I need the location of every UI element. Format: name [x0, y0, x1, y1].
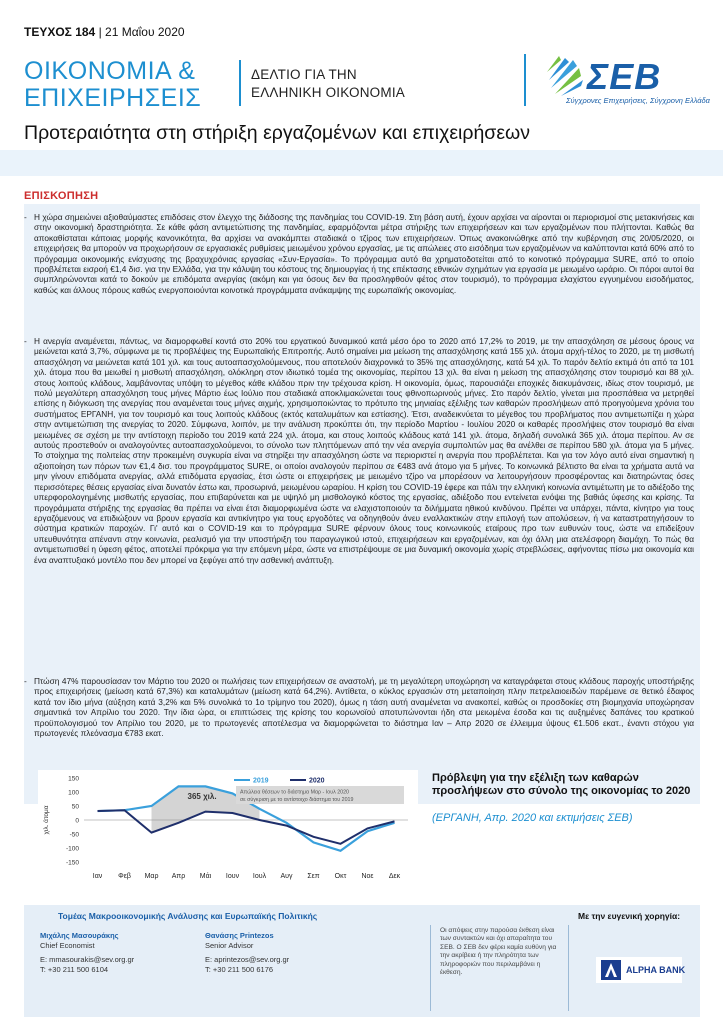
footer-divider-1 — [430, 925, 431, 1011]
legend-label-2019: 2019 — [253, 777, 269, 785]
x-tick-label: Φεβ — [118, 873, 131, 880]
contact-1-role: Chief Economist — [40, 941, 95, 950]
bulletin-line-2: ΕΛΛΗΝΙΚΗ ΟΙΚΟΝΟΜΙΑ — [251, 85, 405, 100]
y-tick-label: -50 — [69, 831, 79, 839]
contact-person-1 — [40, 931, 134, 975]
bullet-dash: - — [24, 212, 27, 222]
x-tick-label: Σεπ — [307, 873, 320, 880]
logo-text: ΣΕΒ — [587, 56, 662, 97]
logo-divider — [524, 54, 526, 106]
y-tick-label: 150 — [68, 775, 79, 783]
x-tick-label: Ιουλ — [252, 873, 267, 880]
contact-2-name: Θανάσης Printezos — [205, 931, 274, 940]
bullet-dash: - — [24, 676, 27, 686]
x-tick-label: Απρ — [171, 873, 186, 880]
bulletin-subtitle — [251, 66, 405, 102]
brand-title — [24, 58, 201, 112]
issue-info — [24, 25, 185, 39]
x-tick-label: Αυγ — [280, 873, 293, 880]
disclaimer: Οι απόψεις στην παρούσα έκθεση είναι των συντακτών και όχι απαραίτητα του ΣΕΒ. Ο ΣΕΒ δεν φέρει καμία ευθύνη για την ακρίβεια ή την πληρότητα των πληροφοριών που περιλαμβάνει η έκθεση. — [440, 927, 557, 977]
page-title: Προτεραιότητα στη στήριξη εργαζομένων και επιχειρήσεων — [24, 122, 531, 144]
issue-number: ΤΕΥΧΟΣ 184 — [24, 25, 96, 39]
contact-2-phone: T: +30 211 500 6176 — [205, 965, 274, 974]
paragraph-2 — [24, 336, 694, 565]
contact-2-role: Senior Advisor — [205, 941, 254, 950]
contact-1-email[interactable]: E: mmasourakis@sev.org.gr — [40, 955, 135, 964]
x-tick-label: Ιαν — [92, 873, 103, 880]
brand-line-1: ΟΙΚΟΝΟΜΙΑ & — [24, 57, 196, 85]
chart-source: (ΕΡΓΑΝΗ, Απρ. 2020 και εκτιμήσεις ΣΕΒ) — [432, 812, 633, 824]
title-band — [0, 150, 723, 176]
x-tick-label: Δεκ — [388, 873, 401, 880]
section-heading: ΕΠΙΣΚΟΠΗΣΗ — [24, 190, 99, 202]
paragraph-1-text: Η χώρα σημειώνει αξιοθαύμαστες επιδόσεις στον έλεγχο της διάδοσης της πανδημίας του COVID-19. Στη βάση αυτή, έχουν αρχίσει να αίρονται οι περιορισμοί στις μετακινήσεις και στην οικονομική δραστηριότητα. Σε κάθε φάση αντιμετώπισης της πανδημίας, εφαρμόζονται μέτρα στήριξης των επιχειρήσεων και των εργαζομένων που πλήττονται. Καθώς θα αποκαθίσταται κάποιας μορφής κανονικότητα, θα αρχίσει να ανακάμπτει σταδιακά ο τζίρος των επιχειρήσεων. Όπως ανακοινώθηκε από την κυβέρνηση στις 20/05/2020, οι επιχειρήσεις θα μπορούν να προχωρήσουν σε εργασιακές ρυθμίσεις μειωμένου χρόνου εργασίας, με τις απώλειες στο εισόδημα των εργαζομένων να καλύπτονται κατά 60% από το πρόγραμμα οικονομικής ενίσχυσης της βραχυχρόνιας εργασίας «Συν-Εργασία». Το πρόγραμμα αυτό θα χρηματοδοτείται από το κοινοτικό πρόγραμμα SURE, από το οποίο προβλέπεται εισροή €1,4 δισ. για την Ελλάδα, για την κάλυψη του κόστους της δημιουργίας ή της επέκτασης εθνικών σχημάτων για εργασία με μειωμένο ωράριο. Οι πόροι αυτοί θα συμπληρώνονται κατά το δοκούν με επιδόματα ανεργίας (ακόμη και για όσους δεν θα προσληφθούν φέτος στον τουρισμό), το πρόγραμμα ελαχίστου εγγυημένου εισοδήματος, καθώς και άλλους πόρους καθώς ενεργοποιούνται κοινοτικά προγράμματα ανάκαμψης της ευρωπαϊκής οικονομίας. — [34, 212, 694, 295]
bullet-dash: - — [24, 336, 27, 346]
paragraph-3 — [24, 676, 694, 739]
contact-2-email[interactable]: E: aprintezos@sev.org.gr — [205, 955, 290, 964]
logo-tagline: Σύγχρονες Επιχειρήσεις, Σύγχρονη Ελλάδα — [566, 96, 710, 105]
contact-1-phone: T: +30 211 500 6104 — [40, 965, 109, 974]
alpha-bank-icon — [600, 959, 622, 981]
footer-sponsor-label: Με την ευγενική χορηγία: — [578, 911, 681, 921]
y-axis-label: χιλ. άτομα — [43, 805, 50, 835]
sponsor-name: ALPHA BANK — [626, 965, 686, 975]
issue-date: | 21 Μαΐου 2020 — [98, 25, 185, 39]
x-tick-label: Μαρ — [144, 873, 159, 880]
y-tick-label: 0 — [75, 817, 79, 825]
annotation-text-line-2: σε σύγκριση με το αντίστοιχο διάστημα του 2019 — [240, 797, 354, 803]
footer-department: Τομέας Μακροοικονομικής Ανάλυσης και Ευρωπαϊκής Πολιτικής — [58, 911, 318, 921]
contact-1-name: Μιχάλης Μασουράκης — [40, 931, 119, 940]
bulletin-line-1: ΔΕΛΤΙΟ ΓΙΑ ΤΗΝ — [251, 67, 357, 82]
footer-divider-2 — [568, 925, 569, 1011]
brand-divider — [239, 60, 241, 106]
chart-title: Πρόβλεψη για την εξέλιξη των καθαρών προσλήψεων στο σύνολο της οικονομίας το 2020 — [432, 772, 691, 797]
hires-chart — [38, 770, 418, 885]
legend-label-2020: 2020 — [309, 777, 325, 785]
paragraph-1 — [24, 212, 694, 295]
y-tick-label: 100 — [68, 789, 79, 797]
paragraph-2-text: Η ανεργία αναμένεται, πάντως, να διαμορφωθεί κοντά στο 20% του εργατικού δυναμικού κατά μέσο όρο το 2020 από 17,2% το 2019, με την απασχόληση σε μέσους όρους να μειώνεται κατά 3,7%, σύμφωνα με τις προβλέψεις της Ευρωπαϊκής Επιτροπής. Αυτό σημαίνει μια μείωση της απασχόλησης κατά 155 χιλ. άτομα αρχή-τέλος το 2020, με τη μισθωτή απασχόληση να μειώνεται κατά 101 χιλ. και τους αυτοαπασχολούμενους, που αποτελούν διαχρονικά το 35% της απασχόλησης, κατά 54 χιλ. Το παρόν δελτίο εκτιμά ότι από τα 101 χιλ. άτομα που θα μειωθεί η μισθωτή απασχόληση, ολόκληρη στον ιδιωτικό τομέα της οικονομίας, περίπου 13 χιλ. θα είναι η μείωση της απασχόλησης στον τουρισμό και 88 χιλ. στους λοιπούς κλάδους, λαμβάνοντας υπόψη το μέγεθος κάθε κλάδου πριν την τρέχουσα κρίση. Η οικονομία, όμως, παρουσιάζει εποχικές διακυμάνσεις, ιδίως στον τουρισμό, με πολύ μεγαλύτερη απασχόληση τους μήνες Μάρτιο έως Ιούλιο που σταδιακά αποκλιμακώνεται τους φθινοπωρινούς μήνες. Στο παρόν δελτίο, γίνεται μια προσπάθεια να μετρηθεί επίσης η διόγκωση της ανεργίας που αναμένεται τους μήνες αιχμής, χρησιμοποιώντας το πρότυπο της μηνιαίας εξέλιξης των καθαρών προσλήψεων από προηγούμενα χρόνια του συστήματος ΕΡΓΑΝΗ, για τον τουρισμό και τους λοιπούς κλάδους (εκτός καταλυμάτων και εστίασης). Έτσι, αναδεικνύεται το μέγεθος του προβλήματος που αντιμετωπίζει η χώρα στην αντιμετώπιση της ανεργίας το 2020. Σύμφωνα, λοιπόν, με την ανάλυση προκύπτει ότι, την περίοδο Μαρτίου - Ιουλίου 2020 οι καθαρές προσλήψεις στον τουρισμό θα είναι μειωμένες σε σχέση με την αντίστοιχη περίοδο του 2019 κατά 224 χιλ. άτομα, και στους λοιπούς κλάδους κατά 141 χιλ. άτομα, δηλαδή συνολικά 365 χιλ. άτομα περίπου. Αν σε αυτούς προστεθούν οι αναλογούντες αυτοαπασχολούμενοι, το σύνολο των πληττόμενων από την νέα ανεργία συμπολιτών μας θα ανέλθει σε περίπου 580 χιλ. άτομα για 5 μήνες. Το στοίχημα της πολιτείας στην προκειμένη συγκυρία είναι να στηρίξει την απασχόληση ώστε να περιοριστεί η ανεργία που προβλέπεται. Και για τον λόγο αυτό είναι σημαντική η αξιοποίηση των πόρων των €1,4 δισ. του προγράμματος SURE, οι οποίοι αναλογούν περίπου σε €483 ανά άτομο για 5 μήνες. Το κοινωνικά βέλτιστο θα είναι τα χρήματα αυτά να μην γίνουν επιδόματα ανεργίας, αλλά επιδόματα εργασίας, έτσι ώστε οι επιχειρήσεις με μειωμένο τζίρο να μπορέσουν να λειτουργήσουν προσφέροντας και διατηρώντας όσες περισσότερες θέσεις εργασίας είναι δυνατόν έστω και, προσωρινά, μειωμένου ωραρίου. Η κρίση του COVID-19 έφερε και πάλι την ελληνική κοινωνία αντιμέτωπη με το αδιέξοδο της υπερφορολογημένης μισθωτής εργασίας, που επιβαρύνεται και με υψηλό μη μισθολογικό κόστος της εργασίας, αδιέξοδο που εντείνεται ενόψει της βαθιάς ύφεσης και κρίσης. Τα προγράμματα στήριξης της εργασίας θα πρέπει να είναι έτσι διαμορφωμένα ώστε να ελαχιστοποιούν τα διλήμματα ηθικού κινδύνου. Πρέπει να υπάρχει, πάντα, κίνητρο για τους εργαζόμενους να επιδιώξουν να βρουν εργασία και αντικίνητρο για τους εργοδότες να οδηγηθούν άνευ εναλλακτικών στην επιλογή των απολύσεων, ή να καταστρατηγήσουν το σύστημα κρατικών παροχών. Γι' αυτό και ο COVID-19 και το πρόγραμμα SURE φέρνουν όλους τους κοινωνικούς εταίρους προ των ευθυνών τους, ώστε να επιδείξουν υπευθυνότητα απέναντι στην κοινωνία, ρεαλισμό για την υποστήριξη του παραγωγικού ιστού, επιχειρήσεων και εργαζομένων, και όχι άλλη μια ατελέσφορη διαμάχη. Το πώς θα αντιμετωπισθεί η ύφεση φέτος, αποτελεί πρόκριμα για την επόμενη μέρα, ώστε να επιστρέψουμε σε μια δυναμική οικονομία χωρίς στρεβλώσεις, αφήνοντας πίσω μια οικονομία και ένα αναπτυξιακό μοντέλο που δεν μπορεί να ξεφύγει από την ασθενική ανάπτυξη. — [34, 336, 694, 565]
y-tick-label: -100 — [65, 845, 79, 853]
x-tick-label: Μάι — [199, 873, 212, 880]
contact-person-2 — [205, 931, 289, 975]
annotation-text-line-1: Απώλεια θέσεων το διάστημα Μαρ - Ιουλ 2020 — [240, 789, 349, 796]
brand-line-2: ΕΠΙΧΕΙΡΗΣΕΙΣ — [24, 84, 202, 112]
paragraph-3-text: Πτώση 47% παρουσίασαν τον Μάρτιο του 2020 οι πωλήσεις των επιχειρήσεων σε αναστολή, με τη μεγαλύτερη υποχώρηση να καταγράφεται στους κλάδους παροχής υποστήριξης προς επιχειρήσεις (μείωση κατά 67,3%) και καταλυμάτων (μείωση κατά 64,2%). Αντίθετα, ο κύκλος εργασιών στη μεταποίηση πλην πετρελαιοειδών παρέμεινε σε θετικό έδαφος κατά τον ίδιο μήνα (αύξηση κατά 3,2% και 5% συνολικά το 1ο τρίμηνο του 2020), όμως η τάση αυτή αναμένεται να ανακοπεί, καθώς οι προσδοκίες στη βιομηχανία υποχώρησαν σημαντικά τον Απρίλιο του 2020. Την ίδια ώρα, οι επιπτώσεις της κρίσης του κορωνοϊού αποτυπώνονται ήδη στα μειωμένα έσοδα και τις αυξημένες δαπάνες του κρατικού προϋπολογισμού τον Απρίλιο του 2020, με το πρωτογενές αποτέλεσμα να διαμορφώνεται το διάστημα Ιαν – Απρ 2020 σε έλλειμμα ύψους €1.506 εκατ., έναντι στόχου για πρωτογενές πλεόνασμα €783 εκατ. — [34, 676, 694, 739]
x-tick-label: Νοε — [361, 873, 374, 880]
y-tick-label: -150 — [65, 859, 79, 867]
annotation-value: 365 χιλ. — [187, 792, 217, 801]
x-tick-label: Οκτ — [334, 873, 347, 880]
chart-container — [38, 770, 418, 885]
x-tick-label: Ιουν — [225, 873, 240, 880]
y-tick-label: 50 — [71, 803, 79, 811]
